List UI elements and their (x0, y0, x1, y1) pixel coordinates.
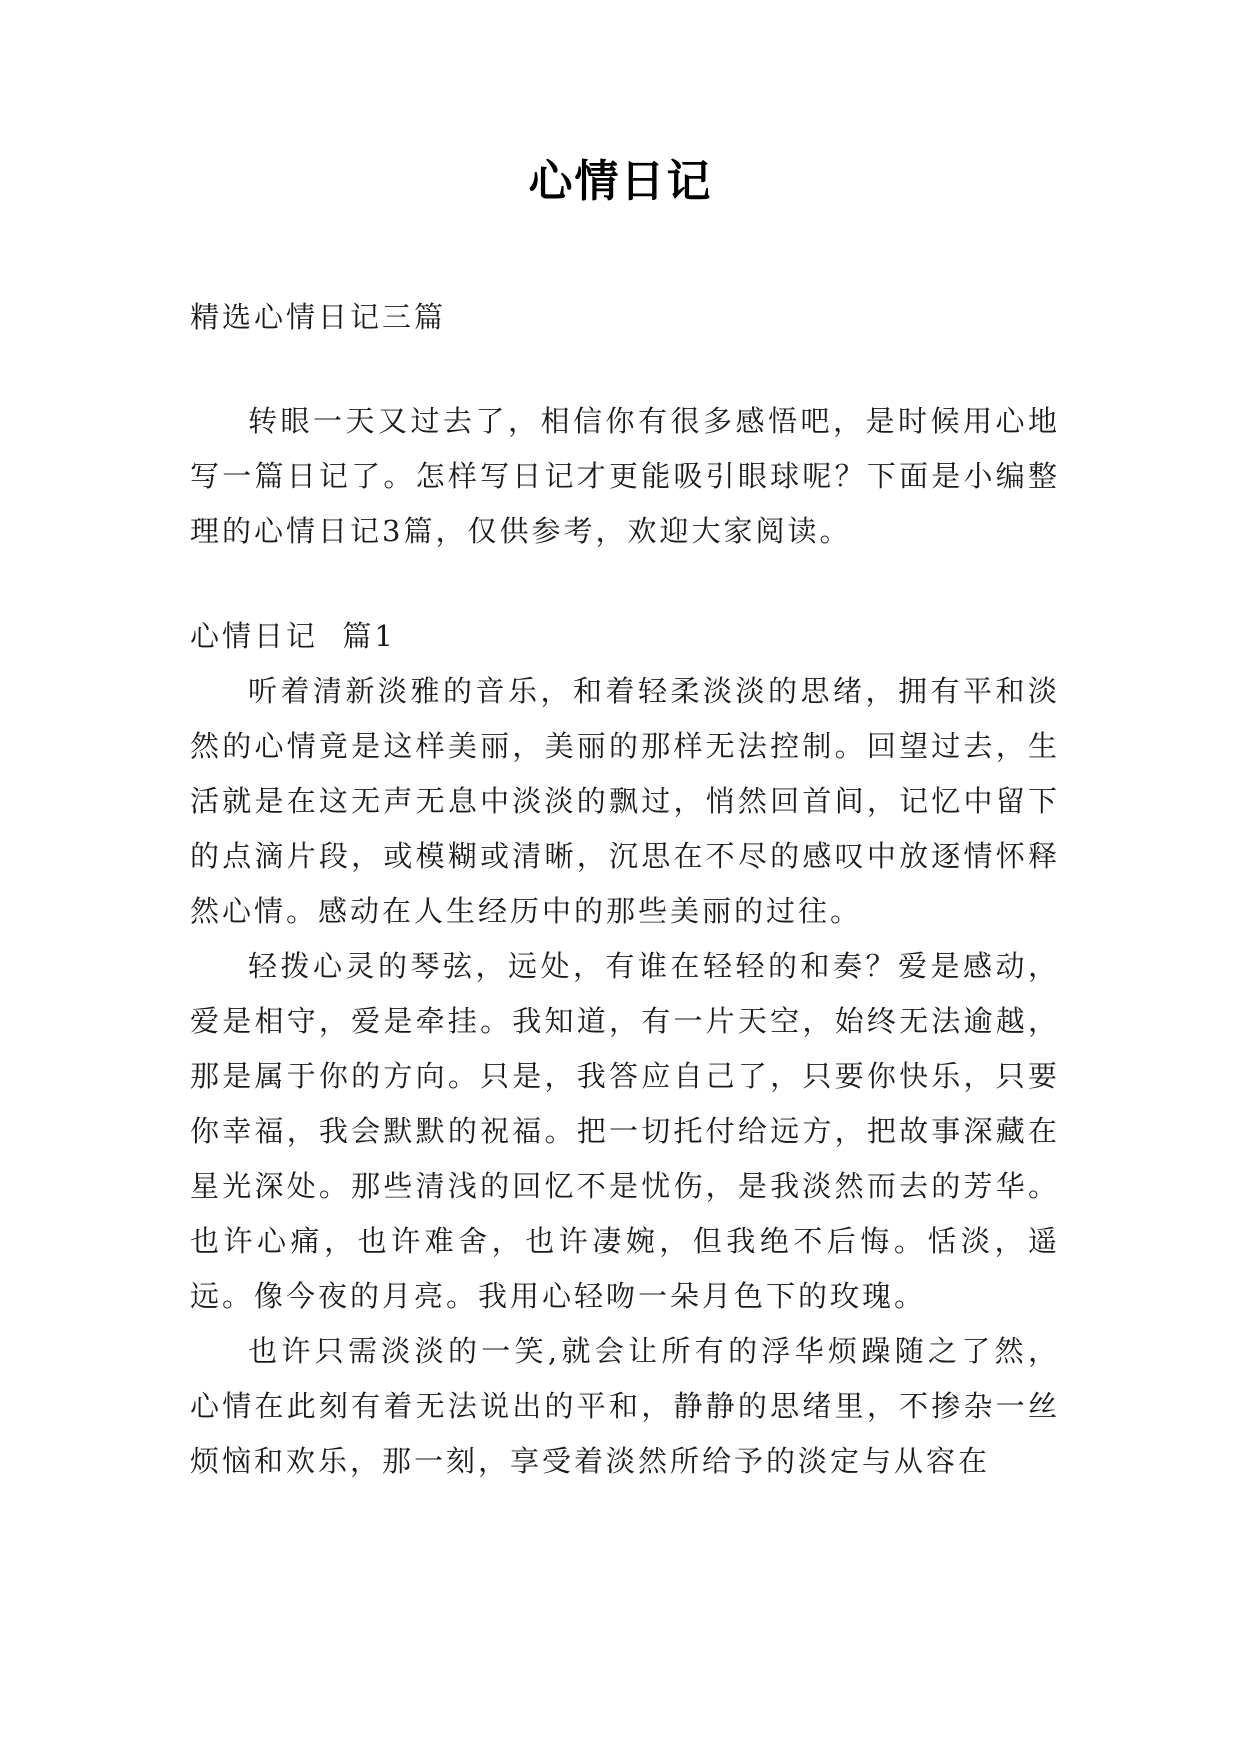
body-paragraph: 听着清新淡雅的音乐，和着轻柔淡淡的思绪，拥有平和淡然的心情竟是这样美丽，美丽的那样无法控制。回望过去，生活就是在这无声无息中淡淡的飘过，悄然回首间，记忆中留下的点滴片段，或模糊或清晰，沉思在不尽的感叹中放逐情怀释然心情。感动在人生经历中的那些美丽的过往。 (190, 674, 1060, 928)
section-heading: 心情日记 篇1 (190, 619, 396, 653)
document-subtitle: 精选心情日记三篇 (190, 300, 447, 334)
document-title: 心情日记 (528, 156, 713, 207)
body-paragraph: 也许只需淡淡的一笑,就会让所有的浮华烦躁随之了然，心情在此刻有着无法说出的平和，静静的思绪里，不掺杂一丝烦恼和欢乐，那一刻，享受着淡然所给予的淡定与从容在 (190, 1334, 1060, 1478)
document-body (190, 290, 1060, 1489)
body-paragraph: 轻拨心灵的琴弦，远处，有谁在轻轻的和奏？爱是感动，爱是相守，爱是牵挂。我知道，有一片天空，始终无法逾越，那是属于你的方向。只是，我答应自己了，只要你快乐，只要你幸福，我会默默的祝福。把一切托付给远方，把故事深藏在星光深处。那些清浅的回忆不是忧伤，是我淡然而去的芳华。也许心痛，也许难舍，也许凄婉，但我绝不后悔。恬淡，遥远。像今夜的月亮。我用心轻吻一朵月色下的玫瑰。 (190, 949, 1060, 1313)
intro-paragraph: 转眼一天又过去了，相信你有很多感悟吧，是时候用心地写一篇日记了。怎样写日记才更能吸引眼球呢？下面是小编整理的心情日记3篇，仅供参考，欢迎大家阅读。 (190, 404, 1060, 548)
spacer (190, 559, 1060, 609)
spacer (190, 345, 1060, 394)
